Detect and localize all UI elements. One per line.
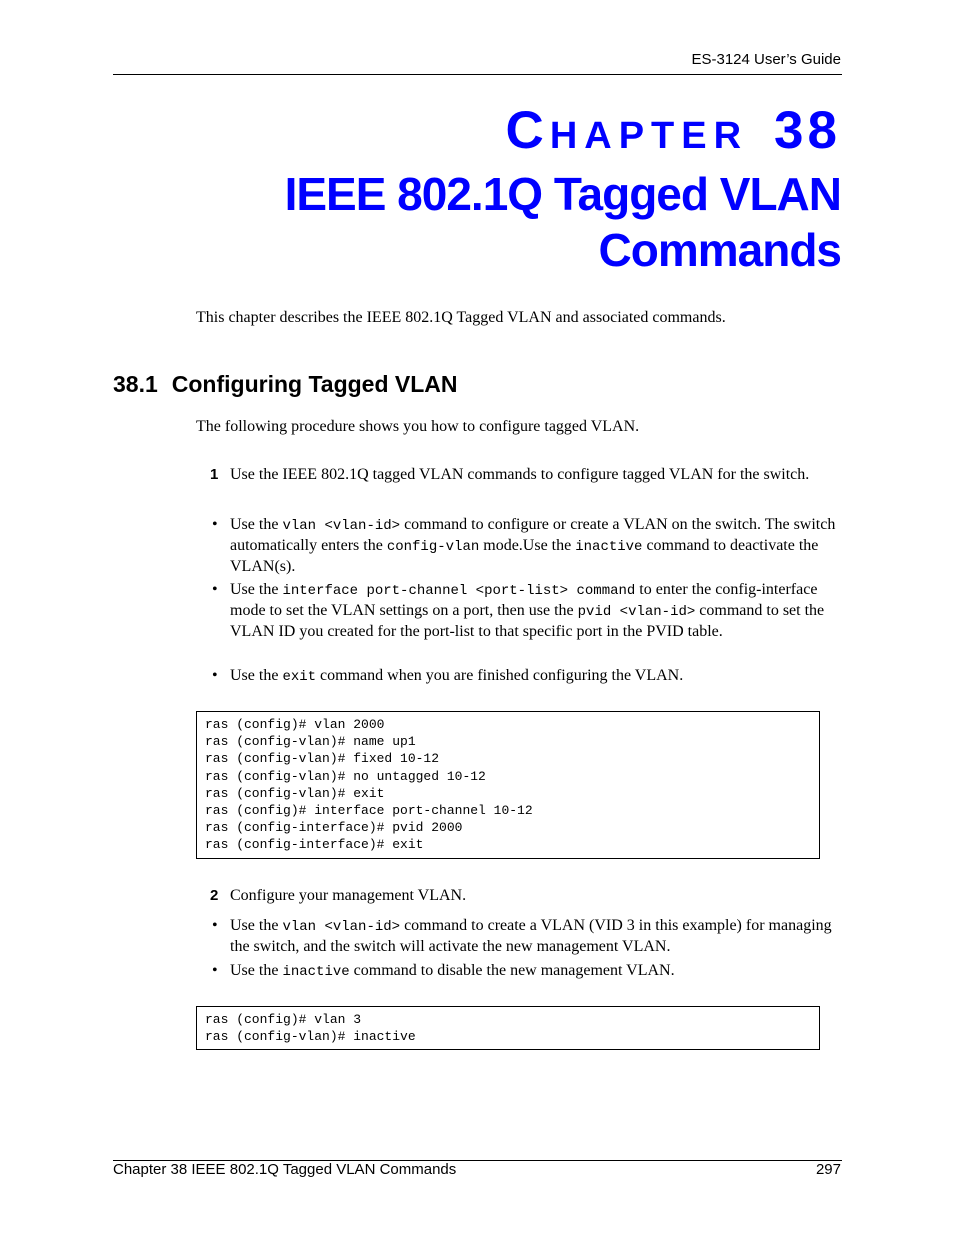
running-footer: Chapter 38 IEEE 802.1Q Tagged VLAN Commands — [113, 1161, 457, 1178]
step-2 — [210, 886, 840, 906]
bullet-icon: • — [212, 917, 218, 934]
chapter-title-line-2: Commands — [598, 224, 841, 276]
code-line: ras (config-vlan)# exit — [205, 785, 385, 801]
list-item — [212, 666, 836, 687]
inline-code: inactive — [282, 964, 350, 980]
code-line: ras (config)# vlan 3 — [205, 1012, 362, 1027]
section-title: Configuring Tagged VLAN — [171, 371, 458, 397]
page-number: 297 — [815, 1161, 841, 1178]
chapter-intro: This chapter describes the IEEE 802.1Q Tagged VLAN and associated commands. — [196, 309, 726, 326]
inline-code: vlan <vlan-id> — [282, 919, 401, 935]
list-item-text: Use the interface port-channel <port-list> command to enter the config-interface mode to set the VLAN settings on a port, then use the pvid <vlan-id> command to set the VLAN ID you created for the port-list to that specific port in the PVID table. — [230, 581, 825, 640]
bullet-icon: • — [212, 667, 218, 684]
list-item — [212, 916, 836, 957]
list-item-text: Use the vlan <vlan-id> command to create a VLAN (VID 3 in this example) for managing the switch, and the switch will activate the new management VLAN. — [230, 917, 832, 955]
step-number: 1 — [210, 466, 219, 483]
list-item-text: Use the vlan <vlan-id> command to configure or create a VLAN on the switch. The switch automatically enters the config-vlan mode.Use the inactive command to deactivate the VLAN(s). — [230, 516, 836, 575]
chapter-label-initial: C — [505, 101, 550, 160]
inline-code: config-vlan — [386, 539, 480, 555]
inline-code: exit — [282, 669, 317, 685]
list-item — [212, 515, 836, 577]
list-item — [212, 580, 836, 642]
code-line: ras (config-vlan)# fixed 10-12 — [205, 751, 440, 767]
code-line: ras (config-interface)# pvid 2000 — [205, 820, 463, 836]
code-line: ras (config-interface)# exit — [205, 837, 424, 853]
bullet-icon: • — [212, 581, 218, 598]
chapter-label — [506, 100, 841, 167]
step-text: Configure your management VLAN. — [230, 887, 467, 904]
running-header: ES-3124 User’s Guide — [691, 51, 841, 68]
code-line: ras (config)# interface port-channel 10-12 — [205, 803, 533, 819]
step-1 — [210, 465, 840, 485]
list-item-text: Use the exit command when you are finished configuring the VLAN. — [230, 667, 684, 685]
section-number: 38.1 — [113, 371, 158, 397]
inline-code: inactive — [575, 539, 643, 555]
header-rule — [113, 74, 842, 75]
code-line: ras (config-vlan)# no untagged 10-12 — [205, 768, 486, 784]
bullet-icon: • — [212, 962, 218, 979]
code-line: ras (config-vlan)# inactive — [205, 1029, 416, 1045]
list-item-text: Use the inactive command to disable the new management VLAN. — [230, 962, 675, 980]
bullet-icon: • — [212, 516, 218, 533]
step-number: 2 — [210, 887, 219, 904]
section-lead: The following procedure shows you how to configure tagged VLAN. — [196, 418, 640, 435]
code-line: ras (config-vlan)# name up1 — [205, 734, 416, 750]
code-line: ras (config)# vlan 2000 — [205, 717, 385, 732]
code-block-vlan-config — [196, 711, 820, 859]
inline-code: pvid <vlan-id> — [577, 604, 696, 620]
list-item — [212, 961, 836, 982]
chapter-label-rest: HAPTER — [549, 115, 749, 157]
section-heading — [113, 369, 458, 399]
chapter-number: 38 — [774, 101, 841, 160]
step-text: Use the IEEE 802.1Q tagged VLAN commands to configure tagged VLAN for the switch. — [230, 466, 810, 483]
code-block-management-vlan — [196, 1006, 820, 1050]
inline-code: vlan <vlan-id> — [282, 518, 401, 534]
chapter-title-line-1: IEEE 802.1Q Tagged VLAN — [284, 168, 841, 220]
chapter-title — [112, 166, 841, 278]
inline-code: interface port-channel <port-list> command — [282, 583, 636, 599]
